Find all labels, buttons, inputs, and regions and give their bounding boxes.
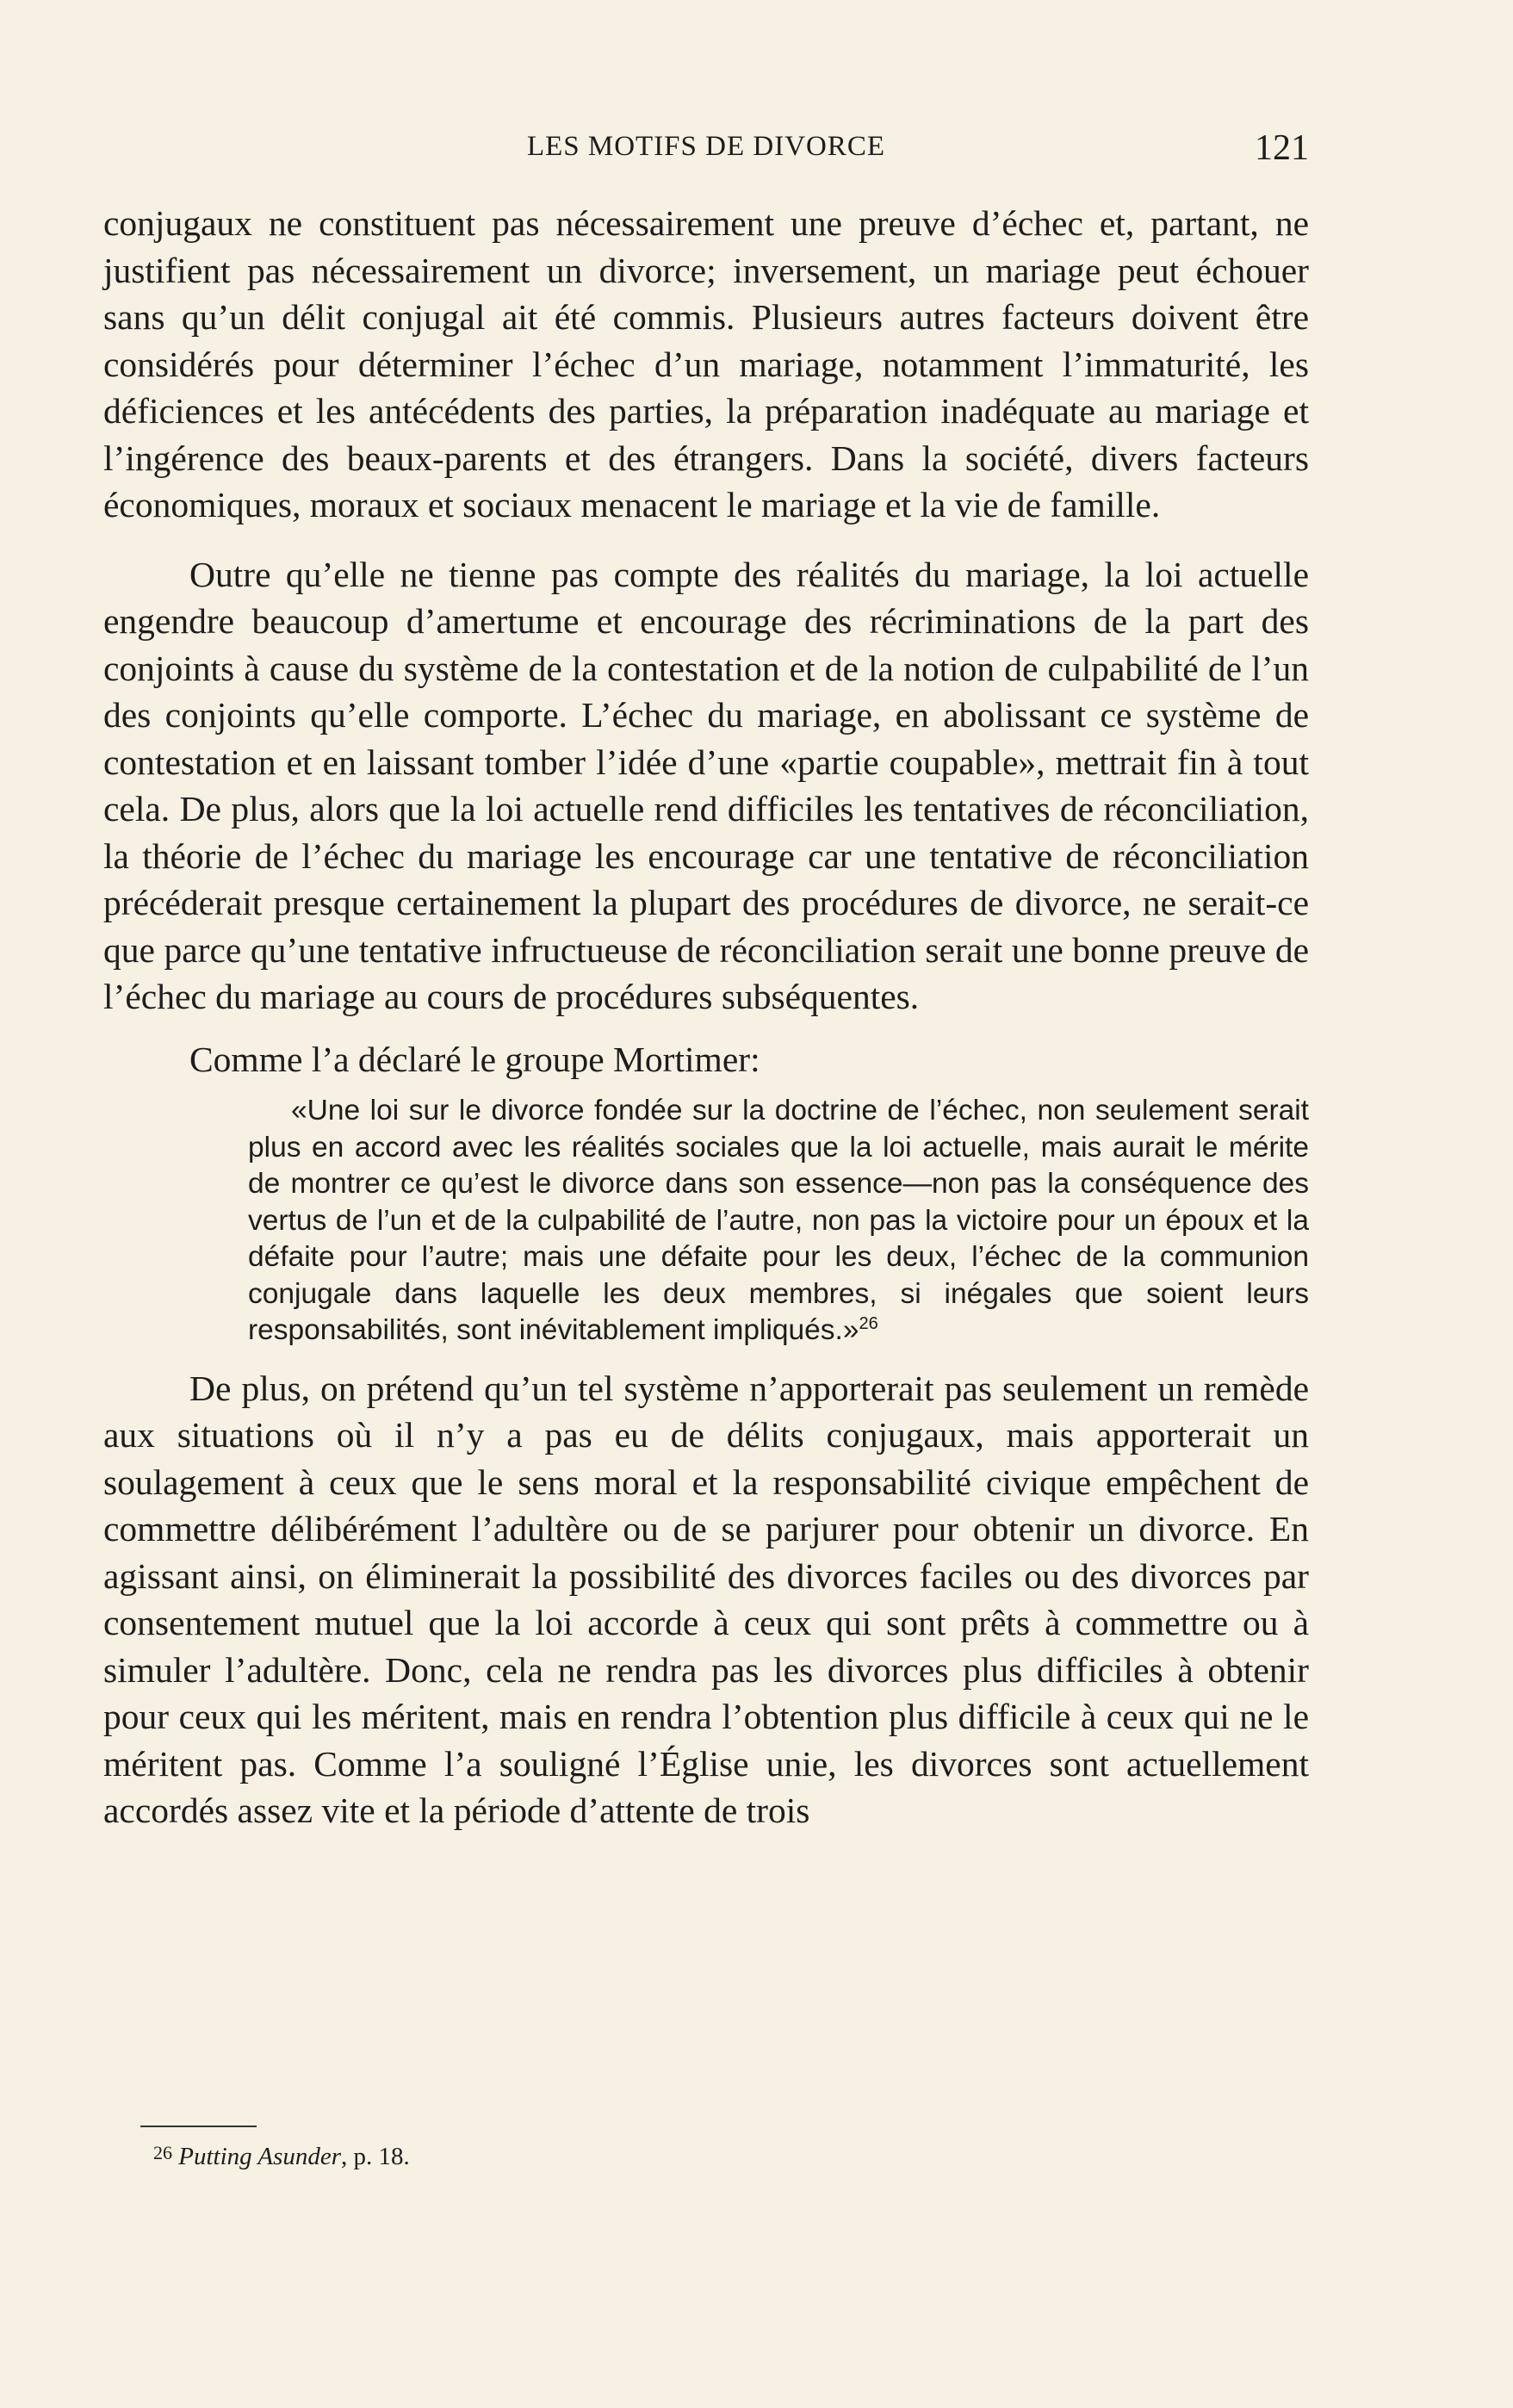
paragraph-continuation: conjugaux ne constituent pas nécessairement une preuve d’échec et, partant, ne justifient pas nécessairement un divorce; inversement, un mariage peut échouer sans qu’un délit conjugal ait été commis. Plusieurs autres facteurs doivent être considérés pour déterminer l’échec d’un mariage, notamment l’immaturité, les déficiences et les antécédents des parties, la préparation inadéquate au mariage et l’ingérence des beaux-parents et des étrangers. Dans la société, divers facteurs économiques, moraux et sociaux menacent le mariage et la vie de famille. — [103, 203, 1309, 524]
block-quotation — [248, 1093, 1309, 1350]
paragraph-quote-intro: Comme l’a déclaré le groupe Mortimer: — [189, 1039, 760, 1079]
body-text — [103, 200, 1309, 1834]
footnote — [153, 2136, 410, 2174]
paragraph-outre: Outre qu’elle ne tienne pas compte des réalités du mariage, la loi actuelle engendre beaucoup d’amertume et encourage des récriminations de la part des conjoints à cause du système de la contestation et de la notion de culpabilité de l’un des conjoints qu’elle comporte. L’échec du mariage, en abolissant ce système de contestation et en laissant tomber l’idée d’une «partie coupable», mettrait fin à tout cela. De plus, alors que la loi actuelle rend difficiles les tentatives de réconciliation, la théorie de l’échec du mariage les encourage car une tentative de réconciliation précéderait presque certainement la plupart des procédures de divorce, ne serait-ce que parce qu’une tentative infructueuse de réconciliation serait une bonne preuve de l’échec du mariage au cours de procédures subséquentes. — [103, 554, 1309, 1016]
running-header — [103, 127, 1309, 171]
footnote-page: , p. 18. — [341, 2143, 410, 2170]
paragraph-de-plus: De plus, on prétend qu’un tel système n’apporterait pas seulement un remède aux situations où il n’y a pas eu de délits conjugaux, mais apporterait un soulagement à ceux que le sens moral et la responsabilité civique empêchent de commettre délibérément l’adultère ou de se parjurer pour obtenir un divorce. En agissant ainsi, on éliminerait la possibilité des divorces faciles ou des divorces par consentement mutuel que la loi accorde à ceux qui sont prêts à commettre ou à simuler l’adultère. Donc, cela ne rendra pas les divorces plus difficiles à obtenir pour ceux qui les méritent, mais en rendra l’obtention plus difficile à ceux qui ne le méritent pas. Comme l’a souligné l’Église unie, les divorces sont actuellement accordés assez vite et la période d’attente de trois — [103, 1368, 1309, 1830]
footnote-reference: 26 — [859, 1313, 878, 1333]
footnote-title: Putting Asunder — [178, 2143, 342, 2170]
page-number: 121 — [1255, 128, 1309, 168]
running-title: LES MOTIFS DE DIVORCE — [526, 131, 886, 162]
footnote-number: 26 — [153, 2142, 172, 2163]
quotation-text: «Une loi sur le divorce fondée sur la doctrine de l’échec, non seulement serait plus en accord avec les réalités sociales que la loi actuelle, mais aurait le mérite de montrer ce qu’est le divorce dans son essence—non pas la conséquence des vertus de l’un et de la culpabilité de l’autre, non pas la victoire pour un époux et la défaite pour l’autre; mais une défaite pour les deux, l’échec de la communion conjugale dans laquelle les deux membres, si inégales que soient leurs responsabilités, sont inévitablement impliqués.» — [248, 1095, 1309, 1346]
footnote-divider — [140, 2126, 257, 2127]
